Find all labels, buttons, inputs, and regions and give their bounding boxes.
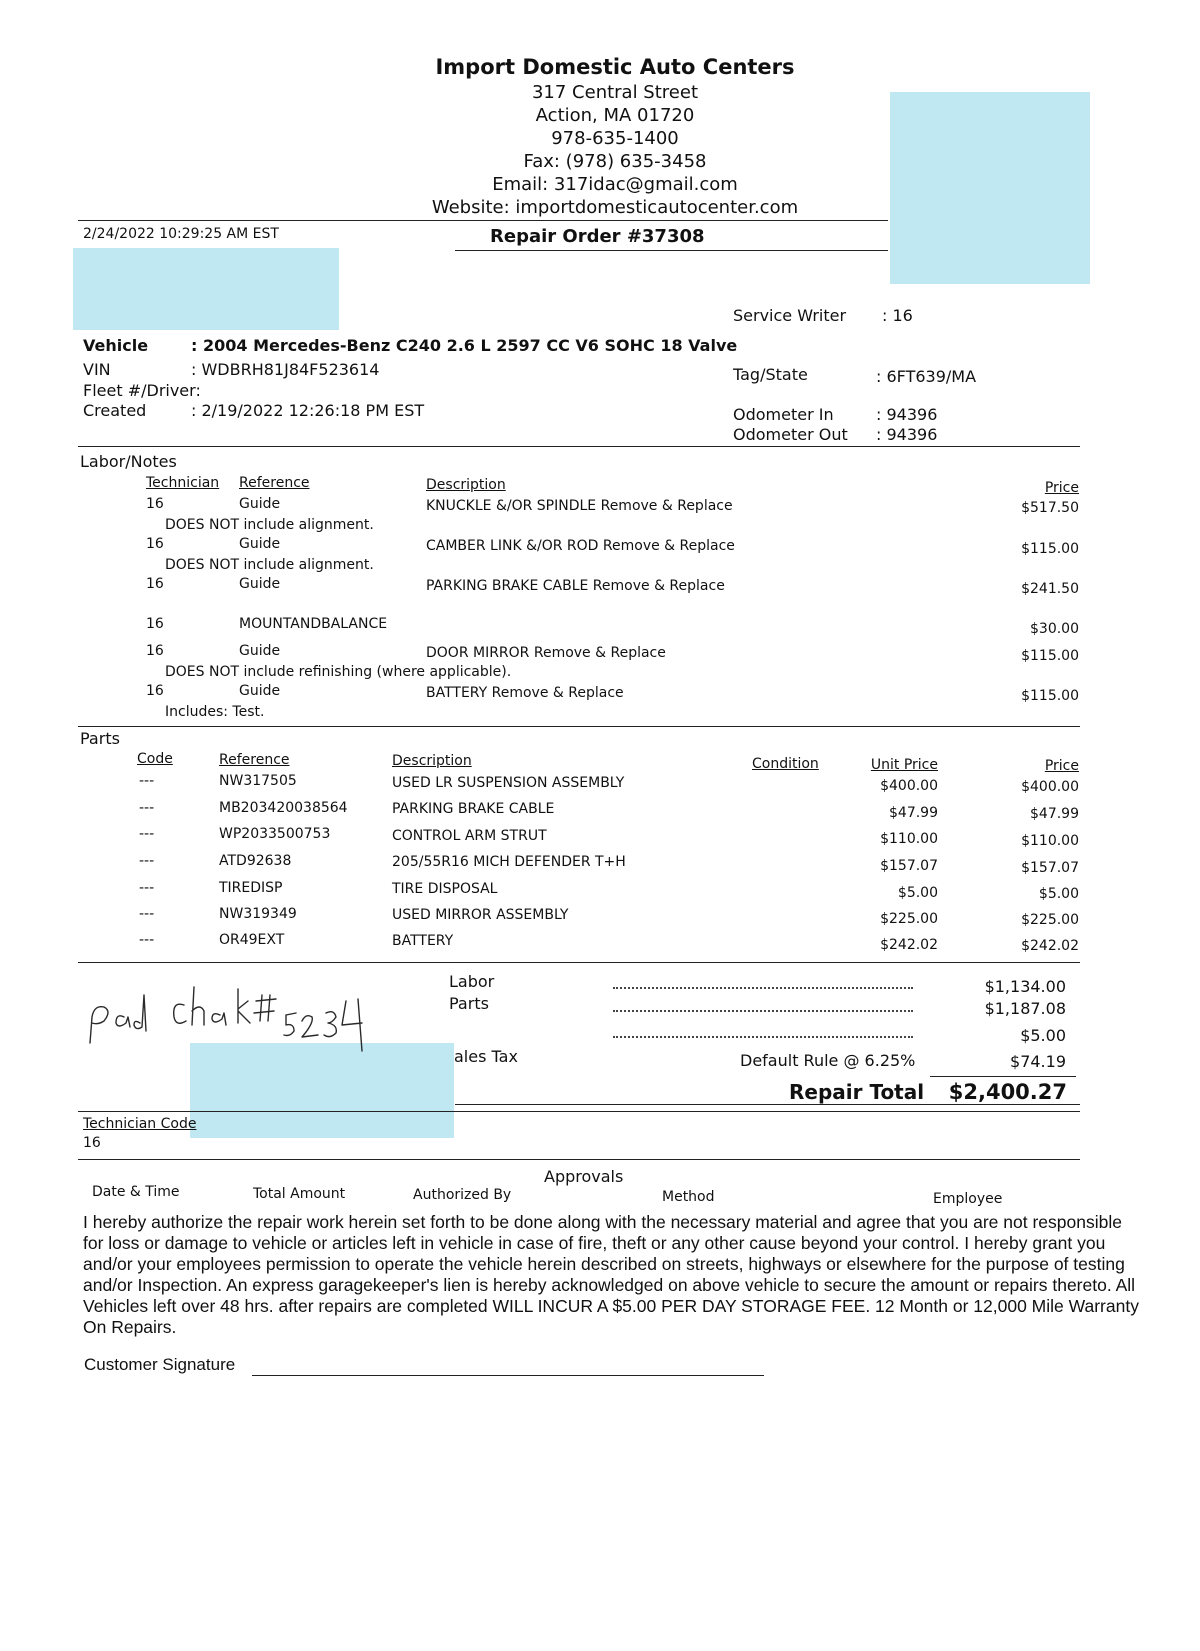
parts-row-desc: CONTROL ARM STRUT [392, 828, 547, 844]
tax-underline [930, 1076, 1076, 1077]
parts-row-ref: MB203420038564 [219, 800, 348, 816]
labor-divider [78, 726, 1080, 727]
tag-value: : 6FT639/MA [876, 367, 977, 386]
created-value: : 2/19/2022 12:26:18 PM EST [191, 401, 425, 420]
labor-row-desc: CAMBER LINK &/OR ROD Remove & Replace [426, 538, 735, 554]
labor-row-price: $241.50 [1021, 581, 1079, 597]
parts-header-condition: Condition [752, 756, 819, 772]
total-divider-2 [78, 1111, 1080, 1112]
labor-row-desc: BATTERY Remove & Replace [426, 685, 624, 701]
labor-row-price: $115.00 [1021, 648, 1079, 664]
parts-header-unit-price: Unit Price [870, 757, 938, 773]
labor-row-ref: Guide [239, 496, 281, 512]
odometer-in-value: : 94396 [876, 405, 938, 424]
labor-row-desc: PARKING BRAKE CABLE Remove & Replace [426, 578, 725, 594]
labor-row-tech: 16 [146, 576, 164, 592]
shop-city: Action, MA 01720 [535, 105, 695, 126]
labor-row-note: DOES NOT include refinishing (where applicable). [165, 664, 512, 680]
parts-row-desc: USED LR SUSPENSION ASSEMBLY [392, 775, 625, 791]
totals-labor-value: $1,134.00 [984, 977, 1066, 996]
labor-row-note: Includes: Test. [165, 704, 265, 720]
parts-section-title: Parts [80, 729, 120, 748]
technician-code-label: Technician Code [83, 1116, 197, 1132]
parts-row-desc: TIRE DISPOSAL [392, 881, 498, 897]
labor-row-tech: 16 [146, 496, 164, 512]
parts-row-code: --- [139, 880, 155, 896]
approvals-col-employee: Employee [933, 1191, 1003, 1207]
repair-order-title: Repair Order #37308 [490, 226, 705, 247]
parts-row-ref: NW319349 [219, 906, 297, 922]
labor-row-ref: Guide [239, 683, 281, 699]
odometer-out-label: Odometer Out [733, 425, 848, 444]
parts-row-price: $5.00 [1038, 886, 1079, 902]
parts-row-price: $157.07 [1021, 860, 1079, 876]
parts-row-price: $47.99 [1030, 806, 1079, 822]
totals-labor-label: Labor [449, 972, 495, 991]
labor-row-note: DOES NOT include alignment. [165, 557, 374, 573]
tag-label: Tag/State [733, 365, 808, 384]
labor-row-ref: Guide [239, 643, 281, 659]
header-divider [78, 220, 888, 221]
parts-row-price: $110.00 [1021, 833, 1079, 849]
totals-labor-leader [613, 987, 913, 989]
authorization-text: I hereby authorize the repair work herein set forth to be done along with the necessary material and agree that you are not responsible for loss or damage to vehicle or articles left in vehicle in case of fire, theft or any other cause beyond your control. I hereby grant you and/or your employees permission to operate the vehicle herein described on streets, highways or elsewhere for the purpose of testing and/or Inspection. An express garagekeeper's lien is hereby acknowledged on above vehicle to secure the amount or repairs thereto. All Vehicles left over 48 hrs. after repairs are completed WILL INCUR A $5.00 PER DAY STORAGE FEE. 12 Month or 12,000 Mile Warranty On Repairs. [83, 1212, 1139, 1337]
parts-row-unit: $400.00 [880, 778, 938, 794]
parts-row-code: --- [139, 932, 155, 948]
service-writer-label: Service Writer [733, 306, 847, 325]
parts-row-code: --- [139, 826, 155, 842]
parts-row-unit: $47.99 [889, 805, 938, 821]
vin-label: VIN [83, 360, 111, 379]
technician-divider [78, 1159, 1080, 1160]
vin-value: : WDBRH81J84F523614 [191, 360, 380, 379]
totals-parts-label: Parts [449, 994, 489, 1013]
customer-signature-line[interactable] [252, 1375, 764, 1376]
totals-parts-value: $1,187.08 [984, 999, 1066, 1018]
parts-row-price: $225.00 [1021, 912, 1079, 928]
shop-email: Email: 317idac@gmail.com [492, 174, 738, 195]
approvals-col-authorized: Authorized By [413, 1187, 512, 1203]
labor-row-tech: 16 [146, 683, 164, 699]
labor-row-price: $115.00 [1021, 541, 1079, 557]
redaction-box-bottom [190, 1043, 454, 1138]
shop-fax: Fax: (978) 635-3458 [523, 151, 707, 172]
parts-header-reference: Reference [219, 752, 290, 768]
shop-phone: 978-635-1400 [551, 128, 679, 149]
parts-row-price: $242.02 [1021, 938, 1079, 954]
labor-header-reference: Reference [239, 475, 310, 491]
odometer-out-value: : 94396 [876, 425, 938, 444]
labor-row-tech: 16 [146, 643, 164, 659]
parts-header-price: Price [1044, 758, 1079, 774]
handwritten-payment-note [80, 965, 400, 1055]
vehicle-label: Vehicle [83, 336, 149, 355]
parts-row-code: --- [139, 800, 155, 816]
labor-row-desc: DOOR MIRROR Remove & Replace [426, 645, 666, 661]
parts-row-unit: $242.02 [880, 937, 938, 953]
order-timestamp: 2/24/2022 10:29:25 AM EST [83, 226, 279, 242]
shop-name: Import Domestic Auto Centers [435, 55, 795, 79]
labor-section-title: Labor/Notes [80, 452, 177, 471]
labor-row-desc: KNUCKLE &/OR SPINDLE Remove & Replace [426, 498, 733, 514]
order-divider [455, 250, 888, 251]
labor-header-price: Price [1044, 480, 1079, 496]
labor-row-price: $517.50 [1021, 500, 1079, 516]
totals-parts-leader [613, 1010, 913, 1012]
vehicle-divider [78, 446, 1080, 447]
repair-total-label: Repair Total [789, 1080, 925, 1104]
service-writer-value: : 16 [882, 306, 913, 325]
labor-header-description: Description [426, 477, 506, 493]
redaction-box-customer [73, 248, 339, 330]
parts-row-desc: PARKING BRAKE CABLE [392, 801, 555, 817]
parts-row-ref: WP2033500753 [219, 826, 331, 842]
labor-row-note: DOES NOT include alignment. [165, 517, 374, 533]
total-divider-1 [455, 1104, 1080, 1105]
vehicle-value: : 2004 Mercedes-Benz C240 2.6 L 2597 CC V6 SOHC 18 Valve [191, 336, 738, 355]
totals-other-leader [613, 1036, 913, 1038]
labor-row-price: $30.00 [1030, 621, 1079, 637]
parts-row-price: $400.00 [1021, 779, 1079, 795]
technician-code-value: 16 [83, 1135, 101, 1151]
odometer-in-label: Odometer In [733, 405, 834, 424]
labor-row-ref: Guide [239, 576, 281, 592]
totals-tax-rule: Default Rule @ 6.25% [740, 1051, 916, 1070]
repair-total-value: $2,400.27 [948, 1080, 1067, 1104]
labor-row-price: $115.00 [1021, 688, 1079, 704]
parts-row-unit: $5.00 [897, 885, 938, 901]
parts-row-code: --- [139, 773, 155, 789]
parts-row-ref: ATD92638 [219, 853, 292, 869]
approvals-col-date: Date & Time [92, 1184, 180, 1200]
totals-tax-value: $74.19 [1010, 1052, 1066, 1071]
parts-divider [78, 962, 1080, 963]
created-label: Created [83, 401, 147, 420]
parts-row-unit: $157.07 [880, 858, 938, 874]
parts-row-code: --- [139, 906, 155, 922]
parts-row-desc: 205/55R16 MICH DEFENDER T+H [392, 854, 626, 870]
parts-row-code: --- [139, 853, 155, 869]
labor-row-tech: 16 [146, 616, 164, 632]
fleet-label: Fleet #/Driver: [83, 381, 201, 400]
labor-row-tech: 16 [146, 536, 164, 552]
parts-row-unit: $110.00 [880, 831, 938, 847]
shop-website: Website: importdomesticautocenter.com [431, 197, 799, 218]
labor-row-ref: MOUNTANDBALANCE [239, 616, 388, 632]
parts-row-ref: TIREDISP [219, 880, 283, 896]
parts-row-ref: OR49EXT [219, 932, 285, 948]
approvals-col-method: Method [662, 1189, 715, 1205]
customer-signature-label: Customer Signature [84, 1355, 236, 1374]
totals-tax-label: ales Tax [454, 1047, 518, 1066]
labor-row-ref: Guide [239, 536, 281, 552]
parts-row-ref: NW317505 [219, 773, 297, 789]
parts-row-desc: USED MIRROR ASSEMBLY [392, 907, 569, 923]
parts-row-desc: BATTERY [392, 933, 454, 949]
approvals-title: Approvals [544, 1167, 624, 1186]
shop-address: 317 Central Street [531, 82, 699, 103]
approvals-col-total: Total Amount [253, 1186, 346, 1202]
parts-header-code: Code [137, 751, 173, 767]
labor-header-technician: Technician [146, 475, 220, 491]
totals-other-value: $5.00 [1020, 1026, 1066, 1045]
parts-row-unit: $225.00 [880, 911, 938, 927]
parts-header-description: Description [392, 753, 472, 769]
